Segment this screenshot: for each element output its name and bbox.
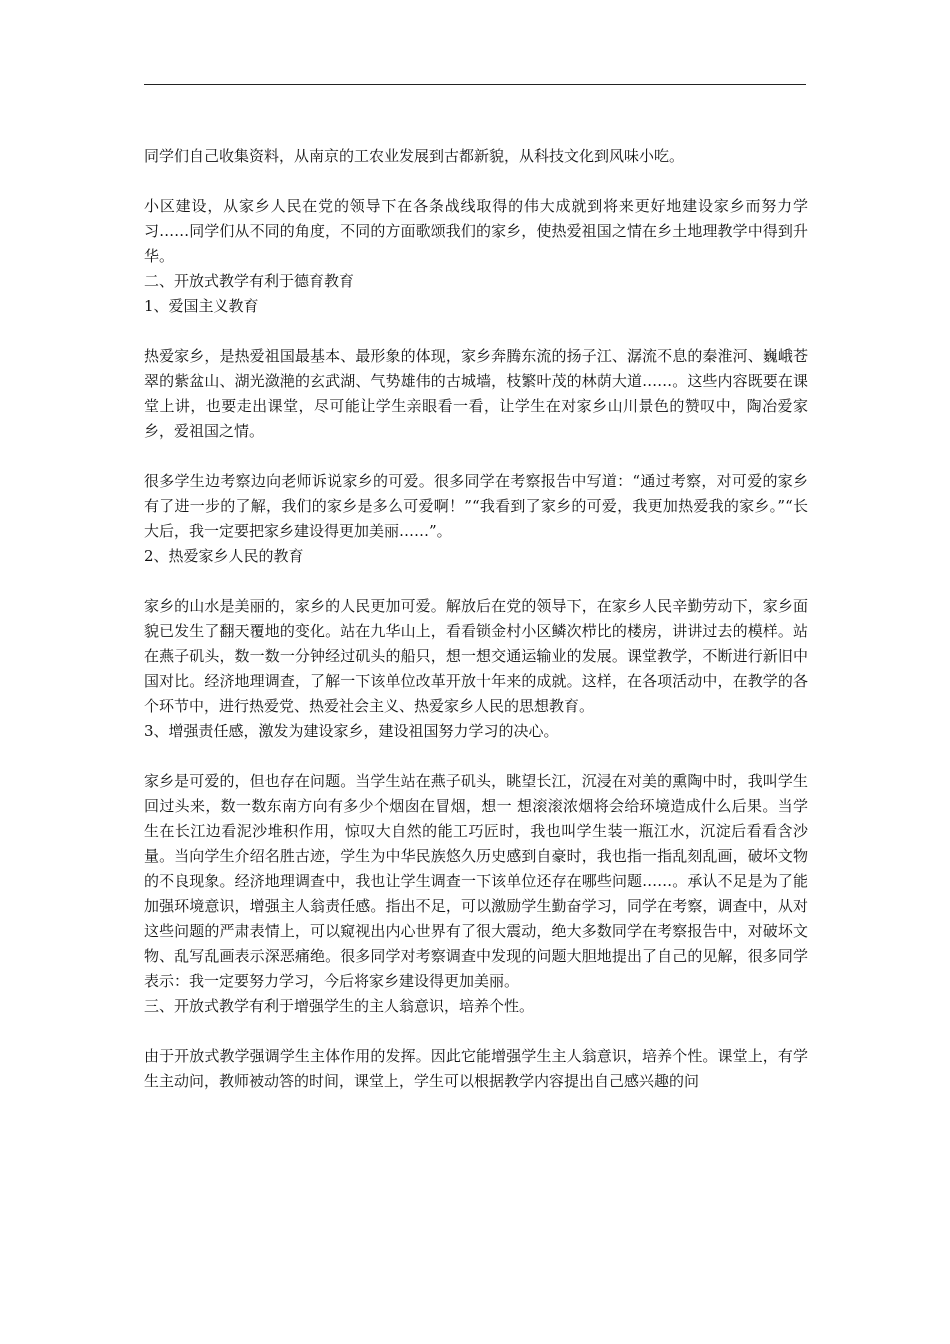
paragraph-problems: 家乡是可爱的，但也存在问题。当学生站在燕子矶头，眺望长江，沉浸在对美的熏陶中时，我叫学生回过头来，数一数东南方向有多少个烟囱在冒烟，想一 想滚滚浓烟将会给环境造成什么后果。当学生在长江边看泥沙堆积作用，惊叹大自然的能工巧匠时，我也叫学生装一瓶江水，沉淀后看看含沙量。当向学生介绍名胜古迹，学生为中华民族悠久历史感到自豪时，我也指一指乱刻乱画，破坏文物的不良现象。经济地理调查中，我也让学生调查一下该单位还存在哪些问题……。承认不足是为了能加强环境意识，增强主人翁责任感。指出不足，可以激励学生勤奋学习，同学在考察，调查中，从对这些问题的严肃表情上，可以窥视出内心世界有了很大震动，绝大多数同学在考察报告中，对破坏文物、乱写乱画表示深恶痛绝。很多同学对考察调查中发现的问题大胆地提出了自己的见解，很多同学表示：我一定要努力学习，今后将家乡建设得更加美丽。: [144, 772, 808, 990]
paragraph-student-reports: 很多学生边考察边向老师诉说家乡的可爱。很多同学在考察报告中写道：“通过考察，对可爱的家乡有了进一步的了解，我们的家乡是多么可爱啊！”“我看到了家乡的可爱，我更加热爱我的家乡。”“长大后，我一定要把家乡建设得更加美丽……”。: [144, 472, 808, 540]
section-heading-3: 三、开放式教学有利于增强学生的主人翁意识，培养个性。: [144, 997, 535, 1015]
paragraph-hometown-people: 家乡的山水是美丽的，家乡的人民更加可爱。解放后在党的领导下，在家乡人民辛勤劳动下，家乡面貌已发生了翻天覆地的变化。站在九华山上，看看锁金村小区鳞次栉比的楼房，讲讲过去的模样。站在燕子矶头，数一数一分钟经过矶头的船只，想一想交通运输业的发展。课堂教学，不断进行新旧中国对比。经济地理调查，了解一下该单位改革开放十年来的成就。这样，在各项活动中，在教学的各个环节中，进行热爱党、热爱社会主义、热爱家乡人民的思想教育。: [144, 597, 808, 715]
header-rule: [144, 84, 806, 85]
paragraph-open-teaching: 由于开放式教学强调学生主体作用的发挥。因此它能增强学生主人翁意识，培养个性。课堂上，有学生主动问，教师被动答的时间，课堂上，学生可以根据教学内容提出自己感兴趣的问: [144, 1047, 808, 1090]
subheading-responsibility: 3、增强责任感，激发为建设家乡，建设祖国努力学习的决心。: [144, 722, 559, 740]
paragraph-community: 小区建设，从家乡人民在党的领导下在各条战线取得的伟大成就到将来更好地建设家乡而努力学习……同学们从不同的角度，不同的方面歌颂我们的家乡，使热爱祖国之情在乡土地理教学中得到升华。: [144, 197, 808, 265]
document-body: [144, 144, 808, 1094]
paragraph-intro: 同学们自己收集资料，从南京的工农业发展到古都新貌，从科技文化到风味小吃。: [144, 147, 685, 165]
paragraph-love-hometown: 热爱家乡，是热爱祖国最基本、最形象的体现，家乡奔腾东流的扬子江、潺流不息的秦淮河、巍峨苍翠的紫盆山、湖光潋滟的玄武湖、气势雄伟的古城墙，枝繁叶茂的林荫大道……。这些内容既要在课堂上讲，也要走出课堂，尽可能让学生亲眼看一看，让学生在对家乡山川景色的赞叹中，陶冶爱家乡，爱祖国之情。: [144, 347, 808, 440]
subheading-patriotism: 1、爱国主义教育: [144, 297, 259, 315]
subheading-hometown-people: 2、热爱家乡人民的教育: [144, 547, 304, 565]
section-heading-2: 二、开放式教学有利于德育教育: [144, 272, 355, 290]
